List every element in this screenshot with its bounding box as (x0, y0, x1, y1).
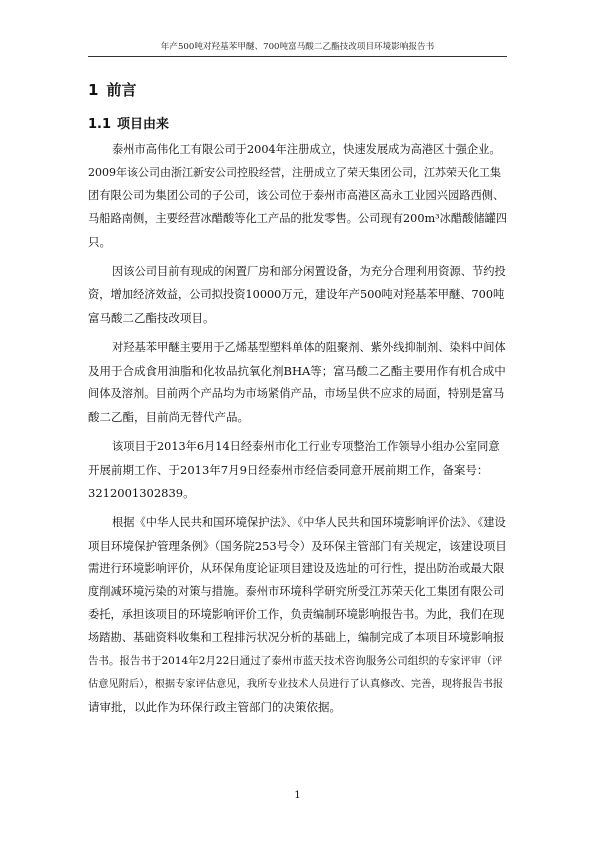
body-line: 因该公司目前有现成的闲置厂房和部分闲置设备，为充分合理利用资源、节约投 (112, 265, 506, 278)
body-line: 只。 (88, 235, 111, 249)
chapter-title: 前言 (106, 81, 137, 99)
body-line: 2009年该公司由浙江新安公司控股经营，注册成立了荣天集团公司，江苏荣天化工集 (88, 166, 501, 179)
header-rule (88, 56, 507, 57)
body-line: 该项目于2013年6月14日经泰州市化工行业专项整治工作领导小组办公室同意 (112, 440, 500, 453)
body-line: 根据《中华人民共和国环境保护法》、《中华人民共和国环境影响评价法》、《建设 (112, 516, 506, 529)
body-line: 开展前期工作、于2013年7月9日经泰州市经信委同意开展前期工作，备案号： (88, 463, 489, 477)
chapter-heading (88, 80, 136, 100)
body-line: 估意见附后），根据专家评估意见，我所专业技术人员进行了认真修改、完善，现将报告书报 (88, 678, 504, 690)
section-heading (88, 116, 169, 134)
section-number: 1.1 (88, 117, 112, 132)
section-title: 项目由来 (117, 117, 170, 132)
body-line: 需进行环境影响评价，从环保角度论证项目建设及选址的可行性，提出防治或最大限 (88, 562, 505, 575)
body-line: 度削减环境污染的对策与措施。泰州市环境科学研究所受江苏荣天化工集团有限公司 (88, 585, 505, 598)
body-line: 场踏勘、基础资料收集和工程排污状况分析的基础上，编制完成了本项目环境影响报 (88, 631, 505, 644)
body-line: 请审批，以此作为环保行政主管部门的决策依据。 (88, 700, 341, 714)
body-line: 富马酸二乙酯技改项目。 (88, 311, 215, 325)
body-line: 团有限公司为集团公司的子公司，该公司位于泰州市高港区高永工业园兴园路西侧、 (88, 189, 505, 202)
body-line: 3212001302839。 (88, 486, 195, 500)
body-line: 告书。报告书于2014年2月22日通过了泰州市蓝天技术咨询服务公司组织的专家评审（评 (88, 655, 503, 667)
body-line: 间体及溶剂。目前两个产品均为市场紧俏产品，市场呈供不应求的局面，特别是富马 (88, 387, 505, 400)
body-line: 项目环境保护管理条例》（国务院253号令）及环保主管部门有关规定，该建设项目 (88, 539, 507, 553)
chapter-number: 1 (88, 81, 99, 99)
body-line: 资，增加经济效益，公司拟投资10000万元，建设年产500吨对羟基苯甲醚、700吨 (88, 288, 505, 301)
body-line: 及用于合成食用油脂和化妆品抗氧化剂BHA等；富马酸二乙酯主要用作有机合成中 (88, 364, 506, 378)
body-line: 对羟基苯甲醚主要用于乙烯基型塑料单体的阻聚剂、紫外线抑制剂、染料中间体 (112, 341, 506, 354)
body-line: 酸二乙酯，目前尚无替代产品。 (88, 410, 249, 424)
page-number: 1 (294, 790, 301, 801)
body-line: 委托，承担该项目的环境影响评价工作，负责编制环境影响报告书。为此，我们在现 (88, 608, 505, 621)
body-line: 泰州市高伟化工有限公司于2004年注册成立，快速发展成为高港区十强企业。 (112, 143, 501, 156)
body-line: 马船路南侧，主要经营冰醋酸等化工产品的批发零售。公司现有200m³冰醋酸储罐四 (88, 212, 507, 225)
running-header: 年产500吨对羟基苯甲醚、700吨富马酸二乙酯技改项目环境影响报告书 (160, 42, 435, 52)
